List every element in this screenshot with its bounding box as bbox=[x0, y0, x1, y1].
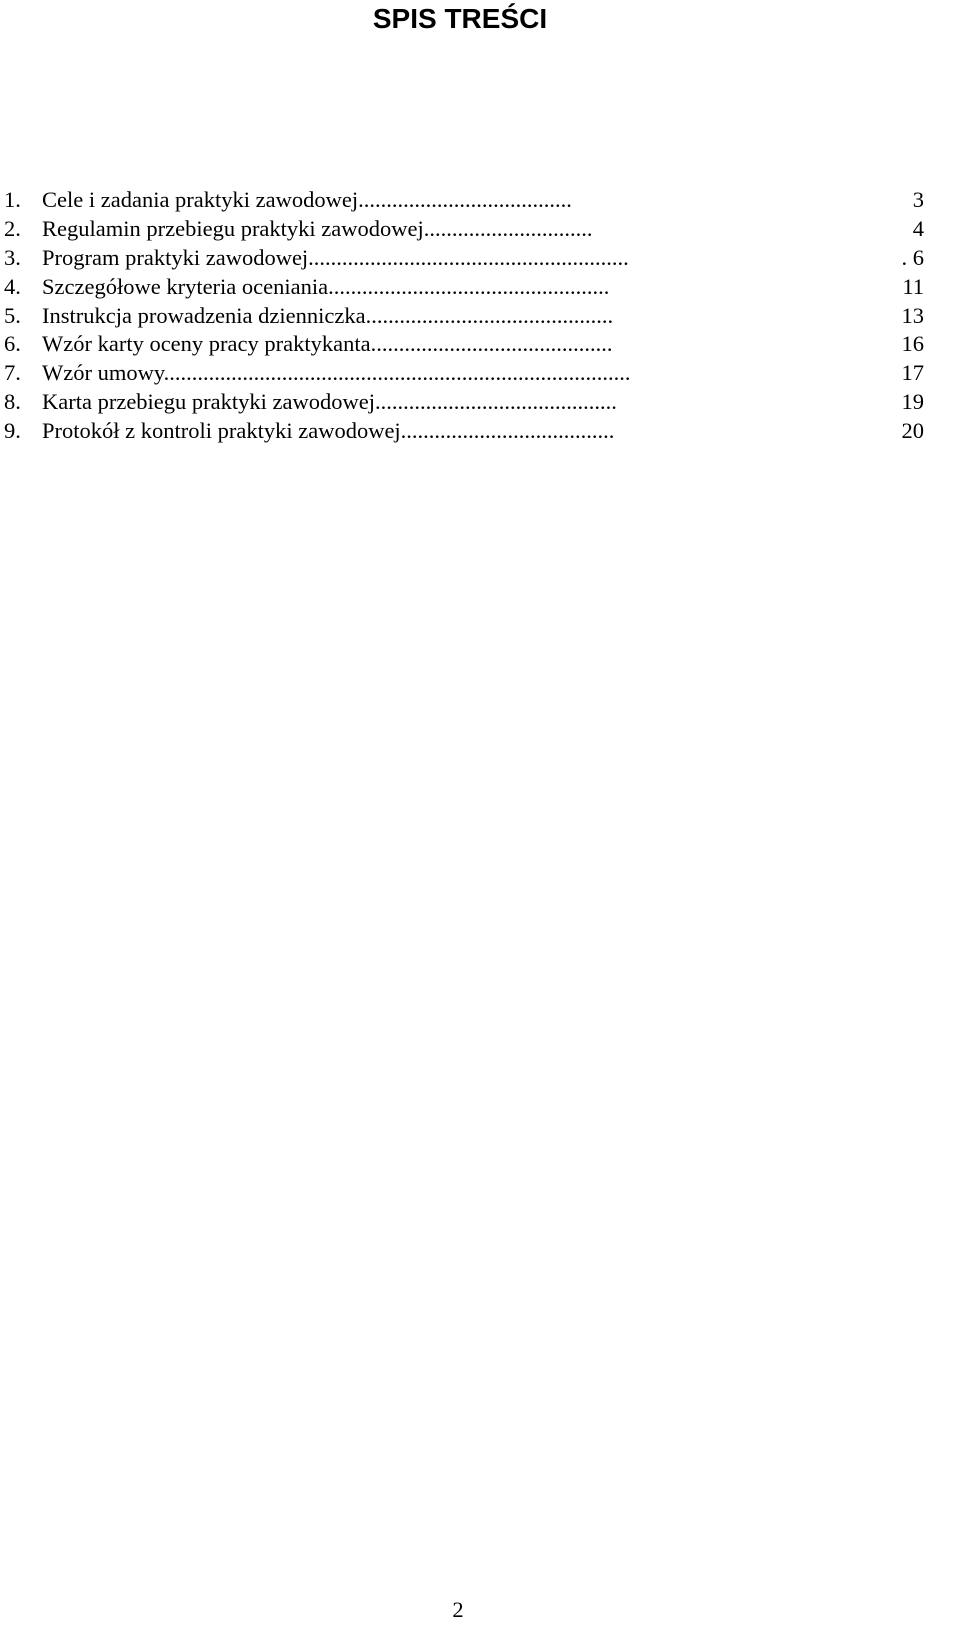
toc-entry-title: Karta przebiegu praktyki zawodowej........................................... bbox=[42, 389, 617, 415]
toc-entry-title: Protokół z kontroli praktyki zawodowej...................................... bbox=[42, 418, 615, 444]
toc-entry-title: Instrukcja prowadzenia dzienniczka............................................ bbox=[42, 302, 614, 328]
toc-entry-number: 9. bbox=[4, 418, 21, 444]
toc-entry-number: 7. bbox=[4, 360, 21, 386]
toc-entry bbox=[4, 186, 960, 215]
toc-entry-page: . 6 bbox=[901, 244, 924, 270]
page-number: 2 bbox=[452, 1597, 464, 1622]
toc-entry-page: 19 bbox=[901, 389, 924, 415]
page-title: SPIS TREŚCI bbox=[372, 3, 548, 34]
toc-entry-number: 6. bbox=[4, 331, 21, 357]
toc-entry-page: 16 bbox=[901, 331, 924, 357]
toc-entry bbox=[4, 244, 960, 273]
toc-entry-page: 13 bbox=[901, 302, 924, 328]
toc-entry-title: Wzór karty oceny pracy praktykanta........................................... bbox=[42, 331, 613, 357]
toc-entry-number: 2. bbox=[4, 215, 21, 241]
toc-entry bbox=[4, 417, 960, 446]
toc-entry bbox=[4, 330, 960, 359]
toc-entry-number: 3. bbox=[4, 244, 21, 270]
toc-entry-title: Cele i zadania praktyki zawodowej...................................... bbox=[42, 187, 572, 212]
toc-entry bbox=[4, 359, 960, 388]
toc-entry-title: Szczegółowe kryteria oceniania.................................................. bbox=[42, 273, 610, 299]
toc-entry bbox=[4, 273, 960, 302]
toc-entry-title: Regulamin przebiegu praktyki zawodowej.............................. bbox=[42, 215, 593, 241]
toc-entry-page: 11 bbox=[902, 273, 924, 299]
toc-entry-number: 4. bbox=[4, 273, 21, 299]
toc-entry-page: 20 bbox=[901, 418, 924, 444]
toc-entry-page: 3 bbox=[912, 187, 924, 212]
toc-entry-page: 4 bbox=[912, 215, 924, 241]
table-of-contents bbox=[4, 186, 960, 446]
toc-entry bbox=[4, 302, 960, 331]
toc-entry bbox=[4, 215, 960, 244]
toc-entry-page: 17 bbox=[901, 360, 924, 386]
toc-entry bbox=[4, 388, 960, 417]
toc-entry-number: 5. bbox=[4, 302, 21, 328]
toc-entry-number: 1. bbox=[4, 187, 21, 212]
toc-entry-title: Program praktyki zawodowej......................................................... bbox=[42, 244, 629, 270]
toc-entry-number: 8. bbox=[4, 389, 21, 415]
toc-entry-title: Wzór umowy................................................................................... bbox=[42, 360, 631, 386]
